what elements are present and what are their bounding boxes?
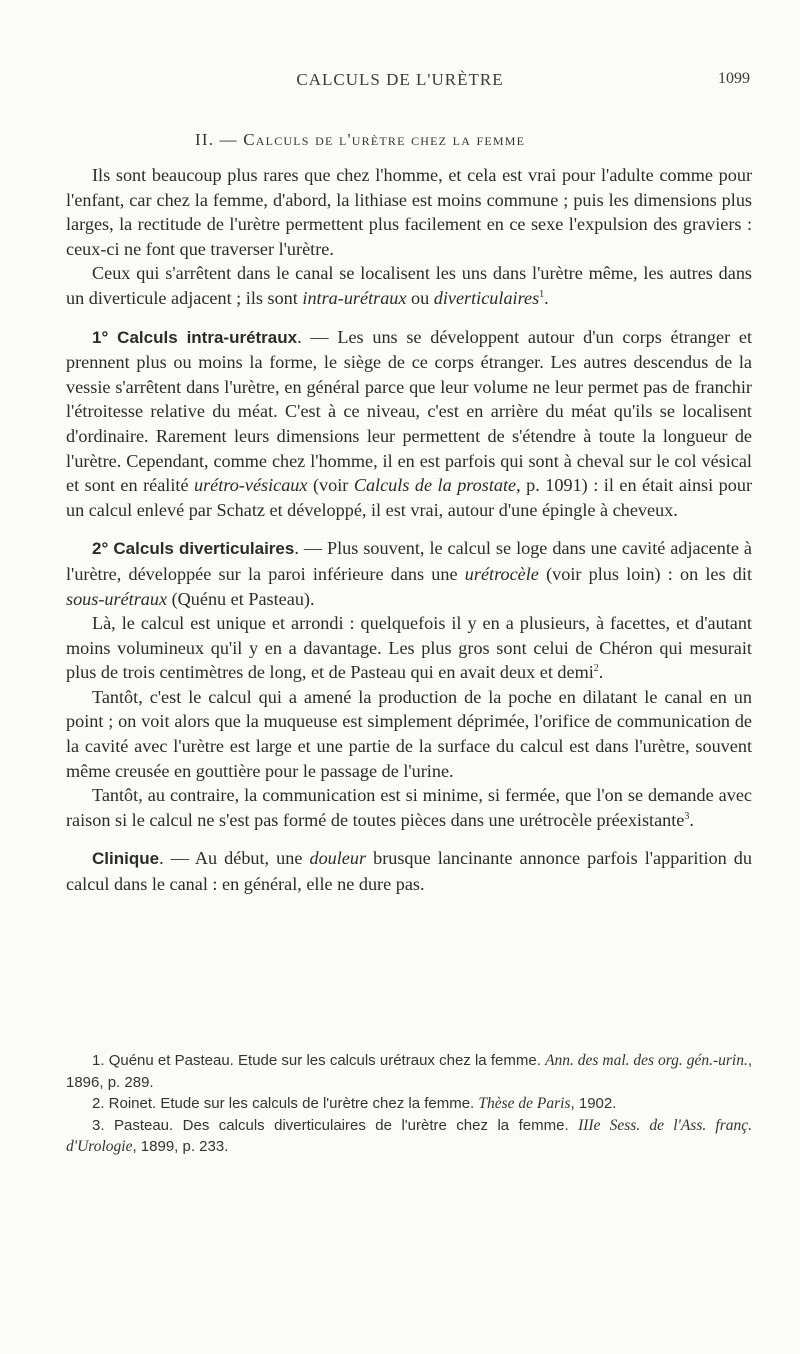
paragraph-5: Là, le calcul est unique et arrondi : quelquefois il y en a plusieurs, à facettes, et d'autant moins volumineux qu'il y en a davantage. Les plus gros sont celui de Chéron qui mesurait plus de trois centimètres de long, et de Pasteau qui en avait deux et demi$^2$.	[66, 613, 752, 683]
footnote-2: 2. Roinet. Etude sur les calculs de l'urètre chez la femme. Thèse de Paris, 1902.	[92, 1095, 617, 1112]
subheading: 2° Calculs diverticulaires	[92, 539, 295, 559]
paragraph-1: Ils sont beaucoup plus rares que chez l'homme, et cela est vrai pour l'adulte comme pour l'enfant, car chez la femme, d'abord, la lithiase est moins commune ; puis les dimensions plus larges, la rectitude de l'urètre permettent plus facilement en ce sexe l'expulsion des graviers : ceux-ci ne font que traverser l'urètre.	[66, 165, 752, 259]
running-head: CALCULS DE L'URÈTRE	[296, 70, 504, 89]
footnote-ref: 2	[593, 663, 599, 675]
footnote-ref: 1	[539, 288, 545, 300]
body-text	[66, 163, 752, 897]
footnote-3: 3. Pasteau. Des calculs diverticulaires de l'urètre chez la femme. IIIe Sess. de l'Ass. franç. d'Urologie, 1899, p. 233.	[66, 1116, 752, 1155]
footnote-ref: 3	[684, 810, 690, 822]
section-title: II. — Calculs de l'urètre chez la femme	[195, 130, 526, 149]
paragraph-diverticular: 2° Calculs diverticulaires. — Plus souvent, le calcul se loge dans une cavité adjacente à l'urètre, développée sur la paroi inférieure dans une urétrocèle (voir plus loin) : on les dit sous-urétraux (Quénu et Pasteau).	[66, 538, 753, 609]
page-number: 1099	[718, 70, 750, 87]
paragraph-6: Tantôt, c'est le calcul qui a amené la production de la poche en dilatant le canal en un point ; on voit alors que la muqueuse est simplement déprimée, l'orifice de communication de la cavité avec l'urètre est large et une partie de la surface du calcul est dans l'urètre, souvent même creusée en gouttière pour le passage de l'urine.	[66, 686, 752, 781]
subheading: Clinique	[92, 849, 160, 869]
paragraph-2: Ceux qui s'arrêtent dans le canal se localisent les uns dans l'urètre même, les autres dans un diverticule adjacent ; ils sont intra-urétraux ou diverticulaires$^1$.	[66, 263, 752, 308]
paragraph-clinique: Clinique. — Au début, une douleur brusque lancinante annonce parfois l'apparition du calcul dans le canal : en général, elle ne dure pas.	[66, 848, 752, 895]
subheading: 1° Calculs intra-urétraux	[92, 327, 298, 347]
paragraph-7: Tantôt, au contraire, la communication est si minime, si fermée, que l'on se demande avec raison si le calcul ne s'est pas formé de toutes pièces dans une urétrocèle préexistante$^3$.	[66, 785, 752, 830]
footnotes	[66, 1050, 752, 1158]
footnote-1: 1. Quénu et Pasteau. Etude sur les calculs urétraux chez la femme. Ann. des mal. des org. gén.-urin., 1896, p. 289.	[66, 1052, 752, 1091]
paragraph-intra-urethral: 1° Calculs intra-urétraux. — Les uns se développent autour d'un corps étranger et prennent plus ou moins la forme, le siège de ce corps étranger. Les autres descendus de la vessie s'arrêtent dans l'urètre, en général parce que leur volume ne leur permet pas de franchir l'étroitesse relative du méat. C'est à ce niveau, c'est en arrière du méat qu'ils se localisent d'ordinaire. Rarement leurs dimensions leur permettent de s'étendre à toute la longueur de l'urètre. Cependant, comme chez l'homme, il en est parfois qui sont à cheval sur le col vésical et sont en réalité urétro-vésicaux (voir Calculs de la prostate, p. 1091) : il en était ainsi pour un calcul enlevé par Schatz et développé, il est vrai, autour d'une épingle à cheveux.	[66, 326, 753, 520]
